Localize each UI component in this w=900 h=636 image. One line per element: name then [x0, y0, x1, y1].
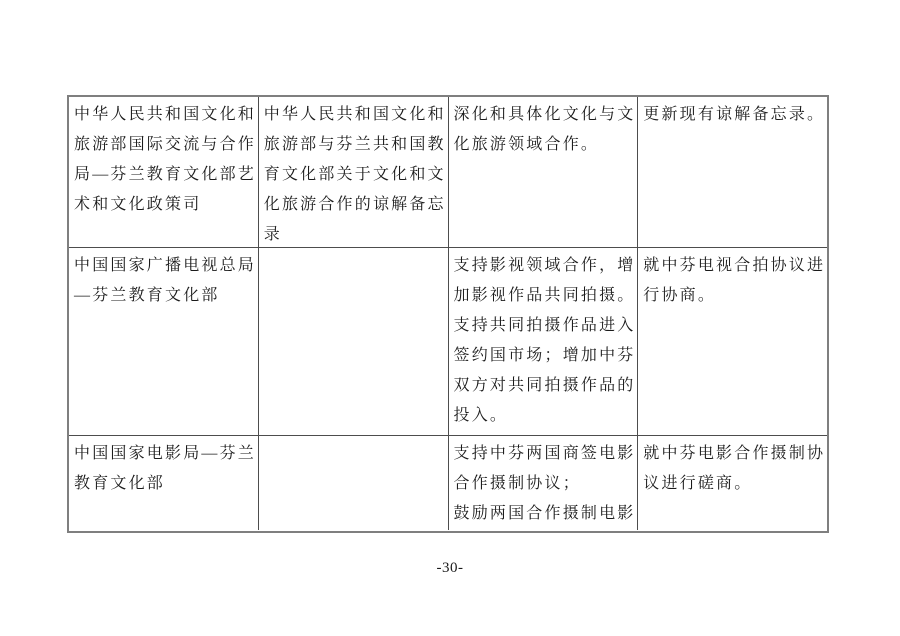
cell-text-line: 深化和具体化文化与文: [453, 106, 636, 123]
table-cell: [638, 97, 827, 247]
table-cell: [449, 436, 639, 530]
cell-text-line: 支持共同拍摄作品进入: [453, 317, 636, 334]
table-cell: [259, 97, 449, 247]
cell-text-line: 鼓励两国合作摄制电影: [453, 505, 636, 522]
cell-text-line: 合作摄制协议；: [453, 475, 581, 492]
cell-text-line: 支持影视领域合作，增: [453, 257, 636, 274]
cell-text-line: 就中芬电视合拍协议进: [643, 257, 826, 274]
page-number: -30-: [436, 560, 464, 576]
cell-text-line: 旅游部国际交流与合作: [74, 136, 257, 153]
cell-text-line: 录: [263, 226, 282, 243]
cell-text-line: 局—芬兰教育文化部艺: [74, 166, 257, 183]
cell-text-line: 化旅游合作的谅解备忘: [263, 196, 446, 213]
table-cell: [638, 436, 827, 530]
cell-text-line: 就中芬电影合作摄制协: [643, 445, 826, 462]
table-cell: [259, 436, 449, 530]
cell-text-line: 双方对共同拍摄作品的: [453, 377, 636, 394]
table-cell: [259, 248, 449, 435]
cell-text-line: —芬兰教育文化部: [74, 287, 220, 304]
cell-text-line: 中国国家广播电视总局: [74, 257, 257, 274]
cell-text-line: 中国国家电影局—芬兰: [74, 445, 257, 462]
cell-text-line: 行协商。: [643, 287, 717, 304]
cell-text-line: 支持中芬两国商签电影: [453, 445, 636, 462]
cell-text-line: 中华人民共和国文化和: [263, 106, 446, 123]
table-row: [69, 436, 827, 530]
table-cell: [449, 97, 639, 247]
table-cell: [638, 248, 827, 435]
cell-text-line: 更新现有谅解备忘录。: [643, 106, 826, 123]
table-cell: [69, 436, 259, 530]
table-row: [69, 248, 827, 436]
cell-text-line: 签约国市场；增加中芬: [453, 347, 636, 364]
cell-text-line: 中华人民共和国文化和: [74, 106, 257, 123]
cell-text-line: 化旅游领域合作。: [453, 136, 600, 153]
table-row: [69, 97, 827, 248]
cell-text-line: 加影视作品共同拍摄。: [453, 287, 636, 304]
agreements-table: [67, 95, 829, 533]
table-cell: [449, 248, 639, 435]
cell-text-line: 术和文化政策司: [74, 196, 202, 213]
cell-text-line: 投入。: [453, 407, 509, 424]
cell-text-line: 教育文化部: [74, 475, 166, 492]
cell-text-line: 议进行磋商。: [643, 475, 753, 492]
cell-text-line: 育文化部关于文化和文: [263, 166, 446, 183]
table-cell: [69, 248, 259, 435]
table-cell: [69, 97, 259, 247]
cell-text-line: 旅游部与芬兰共和国教: [263, 136, 446, 153]
